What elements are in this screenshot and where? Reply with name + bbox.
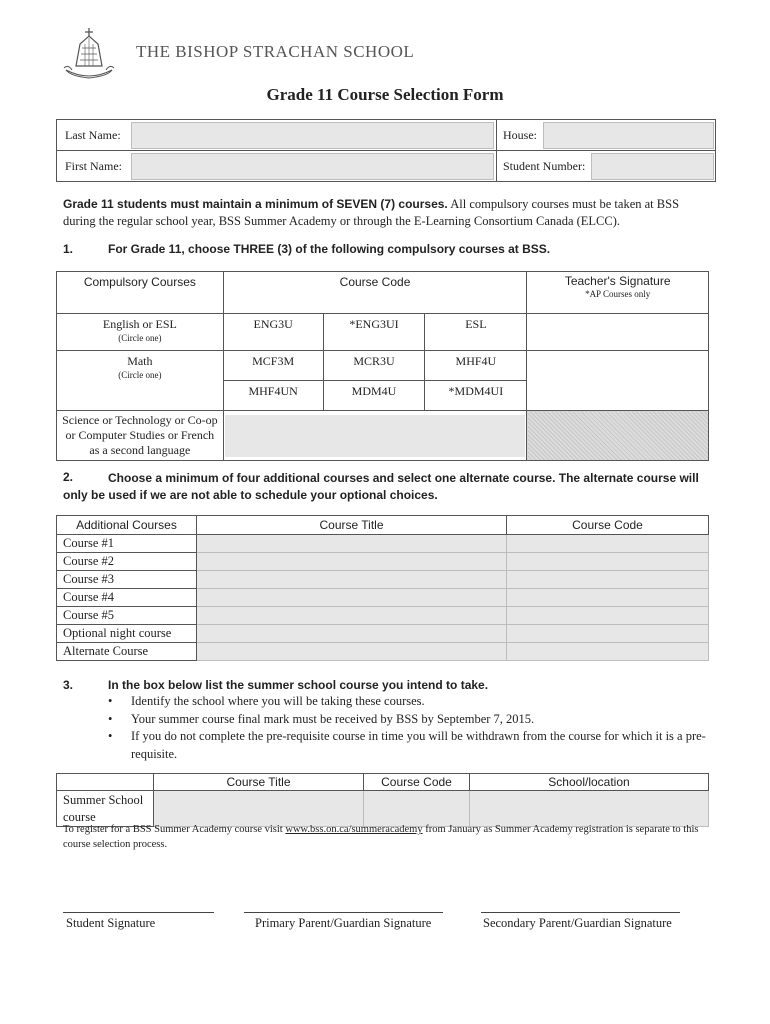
col-course-code: Course Code [381,774,452,789]
school-crest-icon [60,26,118,82]
col-compulsory: Compulsory Courses [83,275,196,289]
section3-bullets [108,693,708,763]
student-signature-line[interactable] [63,912,214,913]
secondary-parent-signature-line[interactable] [481,912,680,913]
last-name-field[interactable] [131,122,494,149]
school-logo [60,26,118,82]
student-info-table [56,119,716,182]
course-code-field[interactable] [507,643,709,661]
course-code-field[interactable] [507,571,709,589]
additional-row-label: Course #3 [57,571,197,589]
additional-row-label: Alternate Course [57,643,197,661]
student-number-field[interactable] [591,153,714,180]
science-course-field[interactable] [225,415,526,457]
course-code-option[interactable]: ESL [425,314,527,351]
intro-text: All compulsory courses must be taken at BSS during the regular school year, BSS Summer Academy or through the E-Learning Consortium Canada (ELCC). [63,197,680,228]
bullet-item: • Identify the school where you will be taking these courses. [108,694,425,708]
english-label: English or ESL [102,317,177,331]
summer-school-table [56,773,709,827]
course-code-field[interactable] [507,589,709,607]
intro-paragraph [63,196,703,230]
section2-heading-text: Choose a minimum of four additional courses and select one alternate course. The alternate course will only be used if we are not able to schedule your optional choices. [63,471,699,502]
first-name-label: First Name: [65,158,122,173]
additional-row-label: Course #2 [57,553,197,571]
secondary-parent-signature-label: Secondary Parent/Guardian Signature [483,916,672,930]
course-code-option[interactable]: MCF3M [223,351,323,381]
course-code-option[interactable]: MHF4UN [223,381,323,411]
english-note: (Circle one) [118,333,162,343]
course-code-option[interactable]: *MDM4UI [425,381,527,411]
course-code-field[interactable] [507,607,709,625]
math-signature-cell[interactable] [527,351,709,411]
section3-number: 3. [63,678,74,692]
course-code-field[interactable] [507,553,709,571]
additional-row-label: Course #1 [57,535,197,553]
intro-bold: Grade 11 students must maintain a minimum of SEVEN (7) courses. [63,197,448,211]
col-school-location: School/location [548,774,630,789]
additional-row-label: Course #4 [57,589,197,607]
school-name: THE BISHOP STRACHAN SCHOOL [136,42,415,61]
course-title-field[interactable] [197,607,507,625]
summer-academy-link[interactable]: www.bss.on.ca/summeracademy [285,824,423,835]
col-teacher-signature: Teacher's Signature [564,274,671,288]
col-course-title: Course Title [226,774,291,789]
bullet-item: • Your summer course final mark must be received by BSS by September 7, 2015. [108,711,535,726]
primary-parent-signature-label: Primary Parent/Guardian Signature [255,916,432,930]
last-name-label: Last Name: [65,127,121,142]
student-signature-label: Student Signature [66,916,156,930]
summer-row-label: Summer School course [57,791,154,827]
col-course-title: Course Title [319,517,384,532]
additional-row-label: Optional night course [57,625,197,643]
col-course-code: Course Code [339,275,411,289]
science-label: Science or Technology or Co-op or Computer Studies or French as a second language [57,411,224,461]
register-note: To register for a BSS Summer Academy course visit www.bss.on.ca/summeracademy from January as Summer Academy registration is separate to this course selection process. [63,824,699,850]
col-course-code: Course Code [572,517,643,532]
form-title: Grade 11 Course Selection Form [266,85,504,104]
course-code-option[interactable]: ENG3U [223,314,323,351]
section1-number: 1. [63,242,74,256]
additional-row-label: Course #5 [57,607,197,625]
english-signature-cell[interactable] [527,314,709,351]
house-label: House: [503,127,537,142]
math-note: (Circle one) [118,370,162,380]
student-number-label: Student Number: [503,158,586,173]
course-code-field[interactable] [507,535,709,553]
course-code-option[interactable]: MHF4U [425,351,527,381]
science-signature-disabled [527,411,709,461]
course-code-option[interactable]: *ENG3UI [323,314,425,351]
math-label: Math [127,354,153,368]
col-additional: Additional Courses [76,517,177,532]
course-title-field[interactable] [197,571,507,589]
course-code-option[interactable]: MCR3U [323,351,425,381]
section1-heading: For Grade 11, choose THREE (3) of the following compulsory courses at BSS. [108,242,551,256]
signature-note: *AP Courses only [585,289,651,299]
compulsory-courses-table [56,271,709,461]
section2-number: 2. [63,470,74,484]
primary-parent-signature-line[interactable] [244,912,443,913]
additional-courses-table [56,515,709,661]
course-title-field[interactable] [197,643,507,661]
house-field[interactable] [543,122,714,149]
bullet-item: • If you do not complete the pre-requisite course in time you will be withdrawn from the course for which it is a pre-requisite. [108,729,706,761]
course-title-field[interactable] [197,535,507,553]
section2-heading [63,470,703,504]
course-title-field[interactable] [197,625,507,643]
course-title-field[interactable] [197,589,507,607]
course-code-option[interactable]: MDM4U [323,381,425,411]
course-code-field[interactable] [507,625,709,643]
first-name-field[interactable] [131,153,494,180]
course-title-field[interactable] [197,553,507,571]
section3-heading: In the box below list the summer school course you intend to take. [108,678,489,692]
